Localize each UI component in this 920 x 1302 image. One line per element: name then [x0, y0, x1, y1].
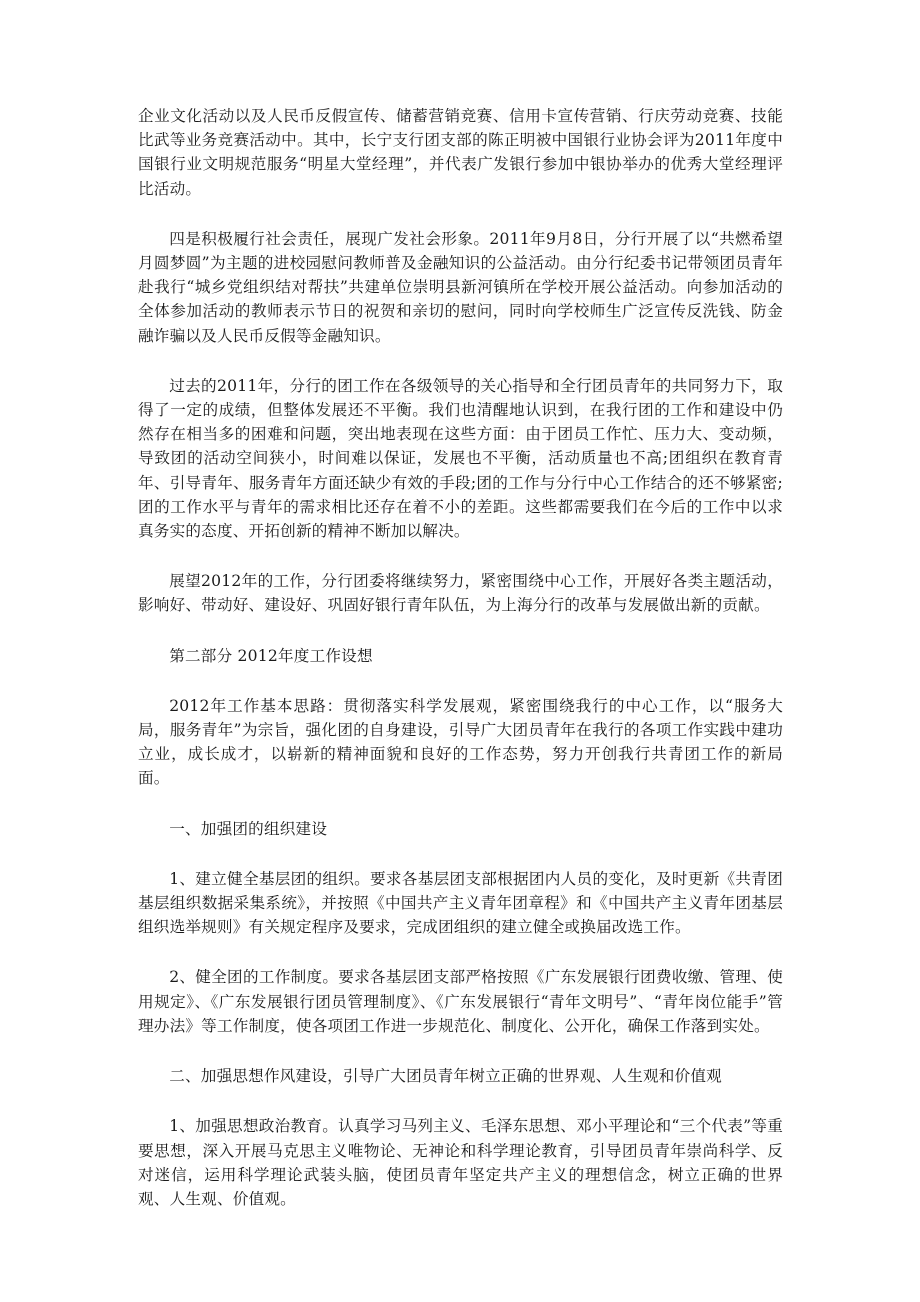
paragraph-2012-outlook: 展望2012年的工作，分行团委将继续努力，紧密围绕中心工作，开展好各类主题活动，影响好、带动好、建设好、巩固好银行青年队伍，为上海分行的改革与发展做出新的贡献。: [138, 572, 783, 615]
paragraph-2011-review: 过去的2011年，分行的团工作在各级领导的关心指导和全行团员青年的共同努力下，取得了一定的成绩，但整体发展还不平衡。我们也清醒地认识到，在我行团的工作和建设中仍然存在相当多的困难和问题，突出地表现在这些方面：由于团员工作忙、压力大、变动频，导致团的活动空间狭小，时间难以保证，发展也不平衡，活动质量也不高;团组织在教育青年、引导青年、服务青年方面还缺少有效的手段;团的工作与分行中心工作结合的还不够紧密;团的工作水平与青年的需求相比还存在着不小的差距。这些都需要我们在今后的工作中以求真务实的态度、开拓创新的精神不断加以解决。: [138, 376, 783, 541]
paragraph-political-education: 1、加强思想政治教育。认真学习马列主义、毛泽东思想、邓小平理论和“三个代表”等重要思想，深入开展马克思主义唯物论、无神论和科学理论教育，引导团员青年崇尚科学、反对迷信，运用科学理论武装头脑，使团员青年坚定共产主义的理想信念，树立正确的世界观、人生观、价值观。: [138, 1117, 783, 1208]
paragraph-establish-grassroots: 1、建立健全基层团的组织。要求各基层团支部根据团内人员的变化，及时更新《共青团基层组织数据采集系统》，并按照《中国共产主义青年团章程》和《中国共产主义青年团基层组织选举规则》有关规定程序及要求，完成团组织的建立健全或换届改选工作。: [138, 869, 783, 937]
paragraph-2012-basic-idea: 2012年工作基本思路：贯彻落实科学发展观，紧密围绕我行的中心工作，以“服务大局，服务青年”为宗旨，强化团的自身建设，引导广大团员青年在我行的各项工作实践中建功立业，成长成才，以崭新的精神面貌和良好的工作态势，努力开创我行共青团工作的新局面。: [138, 696, 783, 788]
paragraph-work-system: 2、健全团的工作制度。要求各基层团支部严格按照《广东发展银行团费收缴、管理、使用规定》、《广东发展银行团员管理制度》、《广东发展银行“青年文明号”、“青年岗位能手”管理办法》等工作制度，使各项团工作进一步规范化、制度化、公开化，确保工作落到实处。: [138, 968, 783, 1035]
subheading-ideology-building: 二、加强思想作风建设，引导广大团员青年树立正确的世界观、人生观和价值观: [169, 1067, 722, 1086]
section-heading-part-two: 第二部分 2012年度工作设想: [169, 646, 373, 665]
document-body: [138, 104, 783, 1237]
paragraph-activities-continued: 企业文化活动以及人民币反假宣传、储蓄营销竞赛、信用卡宣传营销、行庆劳动竞赛、技能比武等业务竞赛活动中。其中，长宁支行团支部的陈正明被中国银行业协会评为2011年度中国银行业文明规范服务“明星大堂经理”，并代表广发银行参加中银协举办的优秀大堂经理评比活动。: [138, 107, 783, 198]
paragraph-social-responsibility: 四是积极履行社会责任，展现广发社会形象。2011年9月8日，分行开展了以“共燃希望 月圆梦圆”为主题的进校园慰问教师普及金融知识的公益活动。由分行纪委书记带领团员青年赴我行“城乡党组织结对帮扶”共建单位崇明县新河镇所在学校开展公益活动。向参加活动的全体参加活动的教师表示节日的祝贺和亲切的慰问，同时向学校师生广泛宣传反洗钱、防金融诈骗以及人民币反假等金融知识。: [138, 229, 783, 345]
subheading-organization-building: 一、加强团的组织建设: [169, 819, 328, 838]
